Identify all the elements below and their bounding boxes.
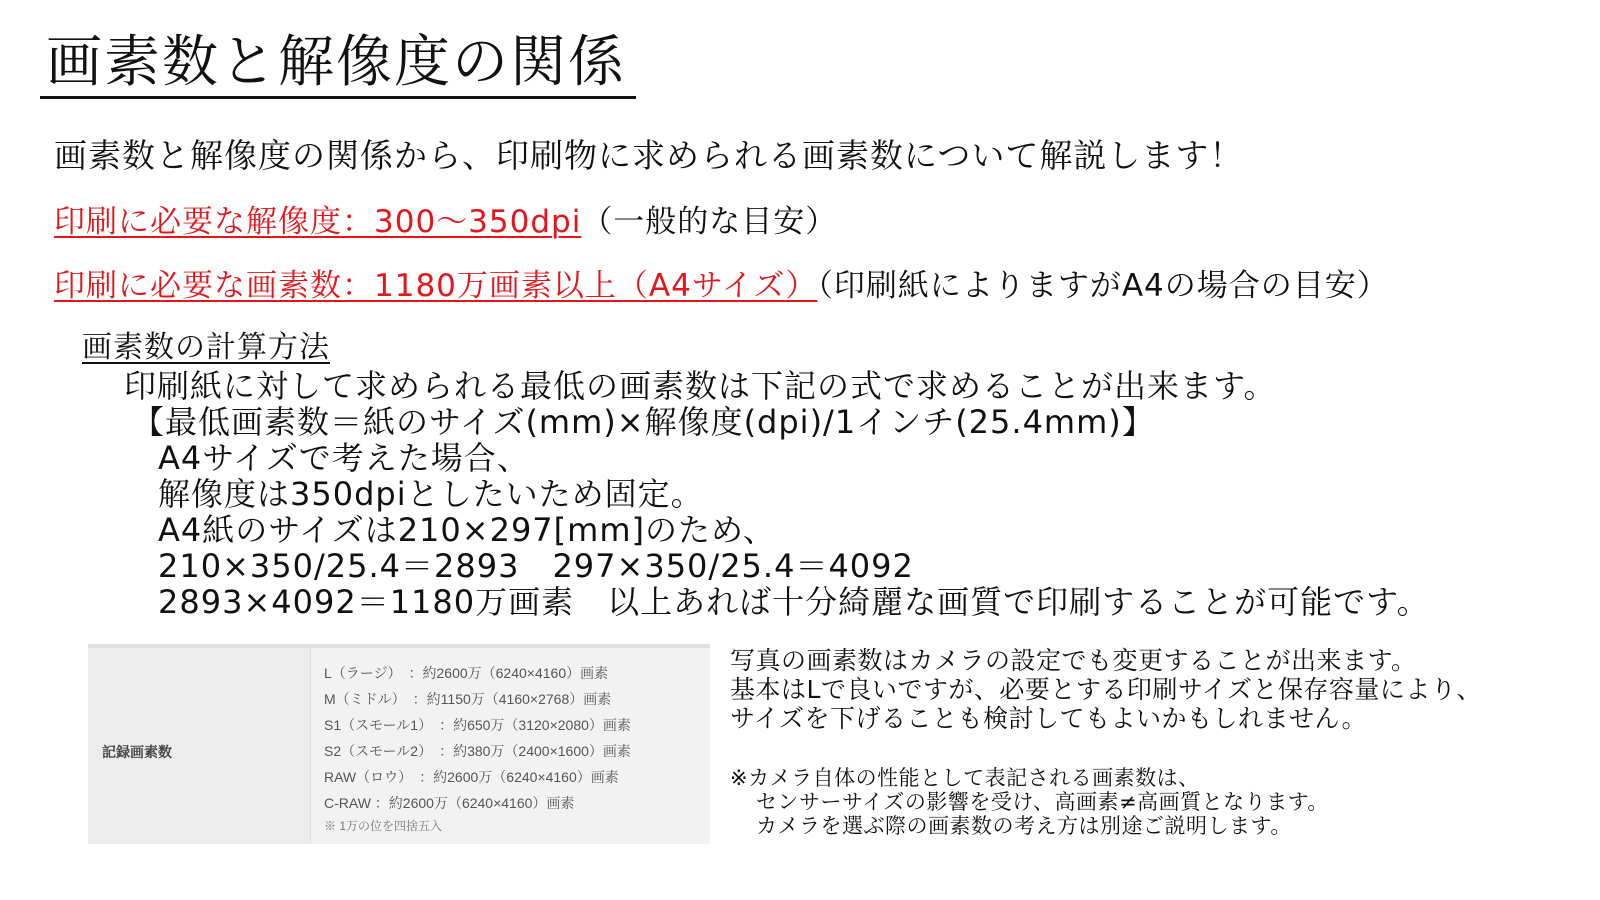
table-row: L（ラージ） ：約2600万（6240×4160）画素 <box>324 665 609 681</box>
note-line: カメラを選ぶ際の画素数の考え方は別途ご説明します。 <box>756 814 1292 838</box>
calc-line: A4紙のサイズは210×297[mm]のため、 <box>158 511 776 549</box>
table-row: C-RAW ：約2600万（6240×4160）画素 <box>324 795 575 811</box>
calc-line: 解像度は350dpiとしたいため固定。 <box>158 475 704 513</box>
camera-setting-text <box>730 646 1482 733</box>
resolution-requirement: 印刷に必要な解像度：300〜350dpi <box>54 204 582 240</box>
camera-text-line: 写真の画素数はカメラの設定でも変更することが出来ます。 <box>730 646 1417 675</box>
pixel-count-requirement: 印刷に必要な画素数：1180万画素以上（A4サイズ） <box>54 268 818 304</box>
resolution-line <box>54 196 837 241</box>
calc-line: 210×350/25.4＝2893 297×350/25.4＝4092 <box>158 547 914 585</box>
note-line: ※カメラ自体の性能として表記される画素数は、 <box>730 766 1200 790</box>
camera-text-line: サイズを下げることも検討してもよいかもしれません。 <box>730 704 1368 733</box>
table-header-label: 記録画素数 <box>102 744 172 760</box>
sensor-note <box>730 766 1329 838</box>
calc-formula: 【最低画素数＝紙のサイズ(mm)×解像度(dpi)/1インチ(25.4mm)】 <box>132 403 1155 441</box>
table-row: S2（スモール2） ：約380万（2400×1600）画素 <box>324 743 631 759</box>
table-row: RAW（ロウ） ：約2600万（6240×4160）画素 <box>324 769 619 785</box>
table-footnote: ※ 1万の位を四捨五入 <box>324 819 443 833</box>
intro-text: 画素数と解像度の関係から、印刷物に求められる画素数について解説します！ <box>54 136 1244 175</box>
table-values <box>324 660 631 836</box>
note-line: センサーサイズの影響を受け、高画素≠高画質となります。 <box>756 790 1329 814</box>
table-header-cell <box>88 648 311 844</box>
table-row: S1（スモール1） ：約650万（3120×2080）画素 <box>324 717 631 733</box>
calc-heading: 画素数の計算方法 <box>82 330 330 365</box>
page-title: 画素数と解像度の関係 <box>40 30 636 99</box>
pixel-count-note: （印刷紙によりますがA4の場合の目安） <box>817 268 1389 304</box>
calc-explanation <box>124 368 1430 620</box>
table-row: M（ミドル） ：約1150万（4160×2768）画素 <box>324 691 612 707</box>
pixel-count-line <box>54 260 1389 305</box>
calc-line: A4サイズで考えた場合、 <box>158 439 530 477</box>
calc-line: 印刷紙に対して求められる最低の画素数は下記の式で求めることが出来ます。 <box>124 367 1277 405</box>
camera-text-line: 基本はLで良いですが、必要とする印刷サイズと保存容量により、 <box>730 675 1482 704</box>
calc-line: 2893×4092＝1180万画素 以上あれば十分綺麗な画質で印刷することが可能です。 <box>158 583 1430 621</box>
resolution-note: （一般的な目安） <box>581 204 838 240</box>
recording-pixels-table <box>88 644 710 844</box>
